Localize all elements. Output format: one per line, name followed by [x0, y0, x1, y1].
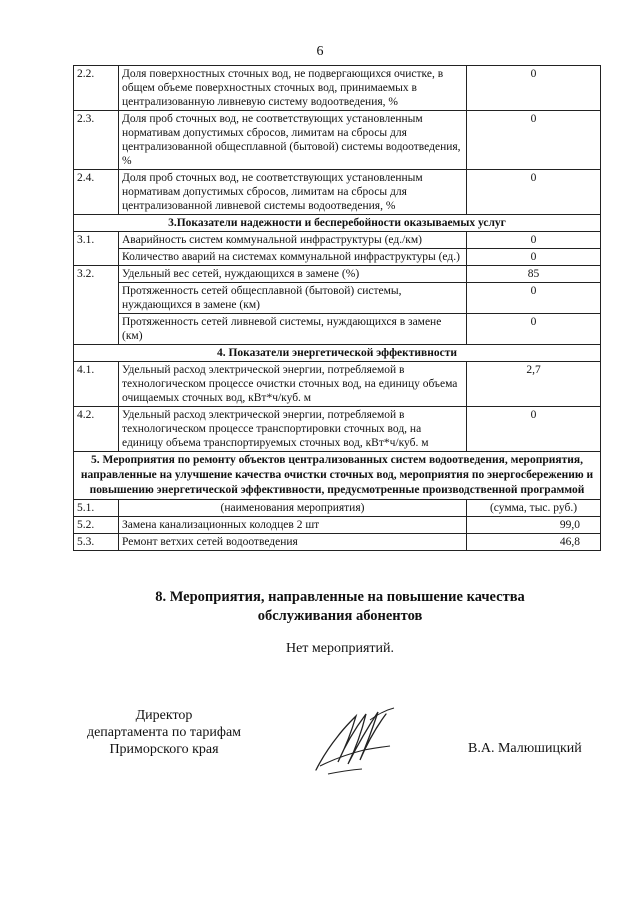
row-value: 0: [467, 314, 601, 345]
row-number: 2.4.: [74, 170, 119, 215]
row-value: 46,8: [467, 534, 601, 551]
page-number: 6: [316, 44, 324, 59]
row-text: Количество аварий на системах коммунальной инфраструктуры (ед.): [119, 249, 467, 266]
table-row: [74, 407, 601, 452]
row-number: 2.2.: [74, 66, 119, 111]
row-value: (сумма, тыс. руб.): [467, 500, 601, 517]
table-row: [74, 232, 601, 249]
no-measures-note: Нет мероприятий.: [285, 641, 395, 656]
row-value: 2,7: [467, 362, 601, 407]
section-row: [74, 452, 601, 500]
section-8-heading: [0, 588, 640, 626]
row-number: 3.2.: [74, 266, 119, 345]
section-row: [74, 345, 601, 362]
table-row: [74, 500, 601, 517]
indicators-table: [73, 65, 601, 551]
row-value: 85: [467, 266, 601, 283]
row-value: 0: [467, 66, 601, 111]
handwritten-signature: [308, 700, 398, 780]
signer-title: [74, 707, 254, 758]
section-heading-3: 3.Показатели надежности и бесперебойности оказываемых услуг: [74, 215, 601, 232]
row-value: 0: [467, 249, 601, 266]
table-row: [74, 314, 601, 345]
row-value: 0: [467, 170, 601, 215]
row-number: 2.3.: [74, 111, 119, 170]
table-row: [74, 249, 601, 266]
row-number: 4.2.: [74, 407, 119, 452]
signer-title-line: Директор: [135, 708, 193, 723]
row-text: (наименования мероприятия): [119, 500, 467, 517]
row-number: 4.1.: [74, 362, 119, 407]
row-text: Доля проб сточных вод, не соответствующих установленным нормативам допустимых сбросов, лимитам на сбросы для централизованной общесплавной (бытовой) системы водоотведения, %: [119, 111, 467, 170]
table-row: [74, 266, 601, 283]
row-text: Удельный вес сетей, нуждающихся в замене (%): [119, 266, 467, 283]
row-text: Удельный расход электрической энергии, потребляемой в технологическом процессе транспортировки сточных вод, на единицу объема транспортируемых сточных вод, кВт*ч/куб. м: [119, 407, 467, 452]
row-number: 5.1.: [74, 500, 119, 517]
row-text: Замена канализационных колодцев 2 шт: [119, 517, 467, 534]
row-value: 0: [467, 232, 601, 249]
table-row: [74, 517, 601, 534]
table-row: [74, 534, 601, 551]
row-value: 0: [467, 407, 601, 452]
section-row: [74, 215, 601, 232]
table-row: [74, 283, 601, 314]
row-number: 5.3.: [74, 534, 119, 551]
heading-line: 8. Мероприятия, направленные на повышение качества: [155, 589, 525, 605]
signer-title-line: Приморского края: [109, 742, 219, 757]
row-text: Протяженность сетей ливневой системы, нуждающихся в замене (км): [119, 314, 467, 345]
row-value: 99,0: [467, 517, 601, 534]
table-row: [74, 170, 601, 215]
row-value: 0: [467, 111, 601, 170]
row-text: Протяженность сетей общесплавной (бытовой) системы, нуждающихся в замене (км): [119, 283, 467, 314]
table-row: [74, 111, 601, 170]
row-text: Аварийность систем коммунальной инфраструктуры (ед./км): [119, 232, 467, 249]
row-text: Ремонт ветхих сетей водоотведения: [119, 534, 467, 551]
table-row: [74, 362, 601, 407]
section-heading-5: 5. Мероприятия по ремонту объектов централизованных систем водоотведения, мероприятия, направленные на улучшение качества очистки сточных вод, мероприятия по энергосбережению и повышению энергетической эффективности, предусмотренные производственной программой: [74, 452, 601, 500]
row-number: 5.2.: [74, 517, 119, 534]
table-row: [74, 66, 601, 111]
section-heading-4: 4. Показатели энергетической эффективности: [74, 345, 601, 362]
row-number: 3.1.: [74, 232, 119, 266]
row-text: Доля поверхностных сточных вод, не подвергающихся очистке, в общем объеме поверхностных сточных вод, принимаемых в централизованную ливневую систему водоотведения, %: [119, 66, 467, 111]
row-value: 0: [467, 283, 601, 314]
signer-name: В.А. Малюшицкий: [468, 741, 582, 756]
heading-line: обслуживания абонентов: [257, 608, 423, 624]
signer-title-line: департамента по тарифам: [86, 725, 242, 740]
row-text: Удельный расход электрической энергии, потребляемой в технологическом процессе очистки сточных вод, на единицу объема очищаемых сточных вод, кВт*ч/куб. м: [119, 362, 467, 407]
row-text: Доля проб сточных вод, не соответствующих установленным нормативам допустимых сбросов, лимитам на сбросы для централизованной ливневой системы водоотведения, %: [119, 170, 467, 215]
